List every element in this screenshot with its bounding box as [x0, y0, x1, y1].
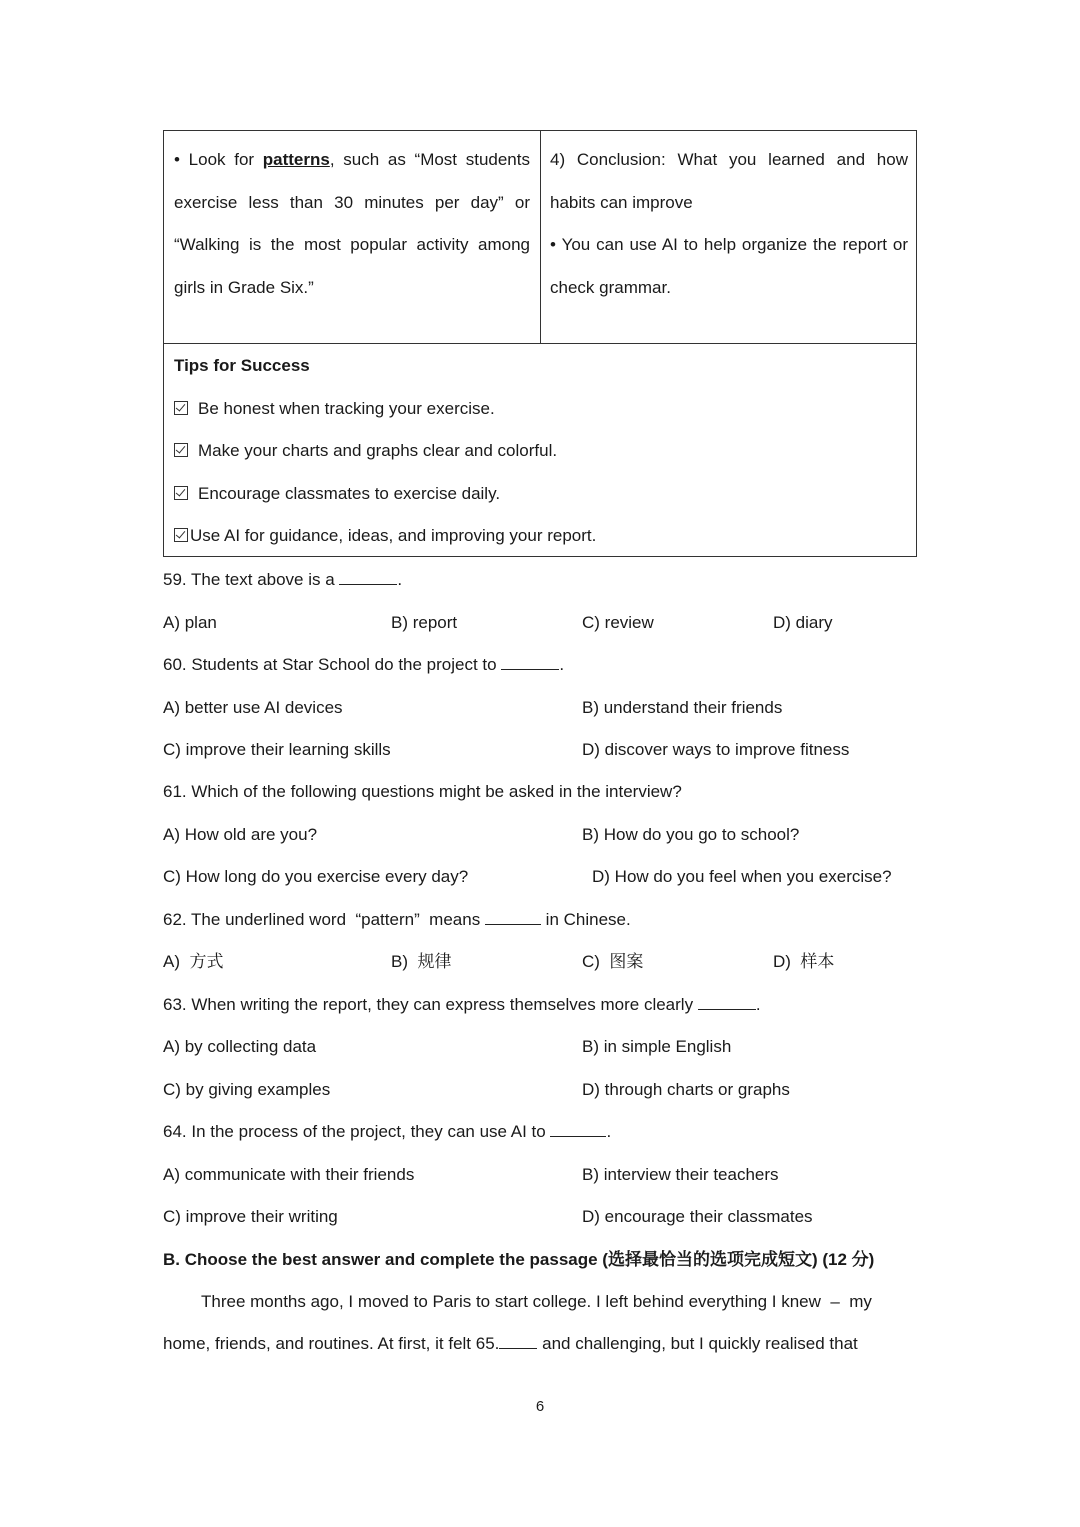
question-63 [163, 993, 761, 1017]
answer-blank [485, 908, 541, 925]
question-stem: 62. The underlined word “pattern” means [163, 910, 481, 929]
passage-line-2 [163, 1332, 917, 1356]
tips-box [163, 343, 917, 557]
passage-text: home, friends, and routines. At first, it felt 65. [163, 1334, 500, 1353]
project-steps-table [163, 130, 917, 344]
option-d: D) diary [773, 613, 833, 632]
option-d: D) 样本 [773, 952, 835, 971]
question-end: in Chinese. [545, 910, 631, 929]
question-59 [163, 568, 402, 592]
option-a: A) communicate with their friends [163, 1165, 415, 1184]
tip-text: Be honest when tracking your exercise. [198, 398, 495, 418]
option-b: B) How do you go to school? [582, 825, 800, 844]
tip-item [174, 515, 906, 558]
option-b: B) understand their friends [582, 698, 783, 717]
option-d: D) encourage their classmates [582, 1207, 813, 1226]
question-end: . [755, 995, 761, 1014]
bullet: • [550, 235, 556, 254]
option-c: C) 图案 [582, 952, 644, 971]
passage-line-1: Three months ago, I moved to Paris to start college. I left behind everything I knew – my [201, 1292, 872, 1311]
table-cell-patterns [164, 131, 540, 343]
question-stem: 63. When writing the report, they can express themselves more clearly [163, 995, 694, 1014]
answer-blank-65 [499, 1332, 537, 1349]
tip-text: Make your charts and graphs clear and colorful. [198, 441, 558, 460]
option-c: C) by giving examples [163, 1080, 331, 1099]
cell-text-before: Look for [188, 150, 263, 169]
option-d: D) discover ways to improve fitness [582, 740, 850, 759]
option-b: B) report [391, 613, 458, 632]
question-end: . [397, 570, 403, 589]
question-stem: 61. Which of the following questions might be asked in the interview? [163, 782, 682, 801]
underlined-word-patterns: patterns [262, 150, 330, 169]
option-d: D) through charts or graphs [582, 1080, 790, 1099]
checkbox-checked-icon [174, 528, 188, 542]
answer-blank [501, 653, 559, 670]
tip-item [174, 388, 906, 431]
option-c: C) improve their writing [163, 1207, 338, 1226]
tip-item [174, 473, 906, 516]
option-a: A) plan [163, 613, 217, 632]
option-a: A) better use AI devices [163, 698, 343, 717]
option-a: A) by collecting data [163, 1037, 317, 1056]
question-end: . [559, 655, 565, 674]
bullet: • [174, 150, 180, 169]
ai-tip-text [550, 224, 908, 309]
option-b: B) in simple English [582, 1037, 732, 1056]
answer-blank [698, 993, 756, 1010]
question-stem: 64. In the process of the project, they can use AI to [163, 1122, 546, 1141]
option-b: B) interview their teachers [582, 1165, 779, 1184]
checkbox-checked-icon [174, 401, 188, 415]
tip-text: Encourage classmates to exercise daily. [198, 483, 501, 503]
option-d: D) How do you feel when you exercise? [592, 867, 892, 886]
page-number: 6 [535, 1398, 545, 1415]
question-60 [163, 653, 564, 677]
conclusion-text: 4) Conclusion: What you learned and how habits can improve [550, 150, 908, 212]
tip-text: Use AI for guidance, ideas, and improving your report. [190, 526, 597, 545]
tip-item [174, 430, 906, 473]
ai-tip-line: You can use AI to help organize the report or check grammar. [550, 235, 909, 297]
option-c: C) improve their learning skills [163, 740, 391, 759]
passage-text: and challenging, but I quickly realised that [542, 1334, 858, 1353]
table-cell-conclusion [540, 131, 918, 343]
checkbox-checked-icon [174, 486, 188, 500]
option-a: A) How old are you? [163, 825, 318, 844]
question-64 [163, 1120, 611, 1144]
checkbox-checked-icon [174, 443, 188, 457]
answer-blank [339, 568, 397, 585]
question-61 [163, 780, 682, 804]
answer-blank [550, 1120, 606, 1137]
option-c: C) How long do you exercise every day? [163, 867, 469, 886]
question-62 [163, 908, 631, 932]
cell-text-after: , such as “Most students exercise less than 30 minutes per day” or “Walking is the most popular activity among girls in Grade Six.” [174, 150, 530, 297]
option-b: B) 规律 [391, 952, 452, 971]
section-b-heading: B. Choose the best answer and complete the passage (选择最恰当的选项完成短文) (12 分) [163, 1250, 875, 1269]
question-stem: 60. Students at Star School do the project to [163, 655, 497, 674]
option-a: A) 方式 [163, 952, 224, 971]
tips-title: Tips for Success [174, 356, 310, 375]
question-stem: 59. The text above is a [163, 570, 335, 589]
question-end: . [606, 1122, 612, 1141]
option-c: C) review [582, 613, 654, 632]
